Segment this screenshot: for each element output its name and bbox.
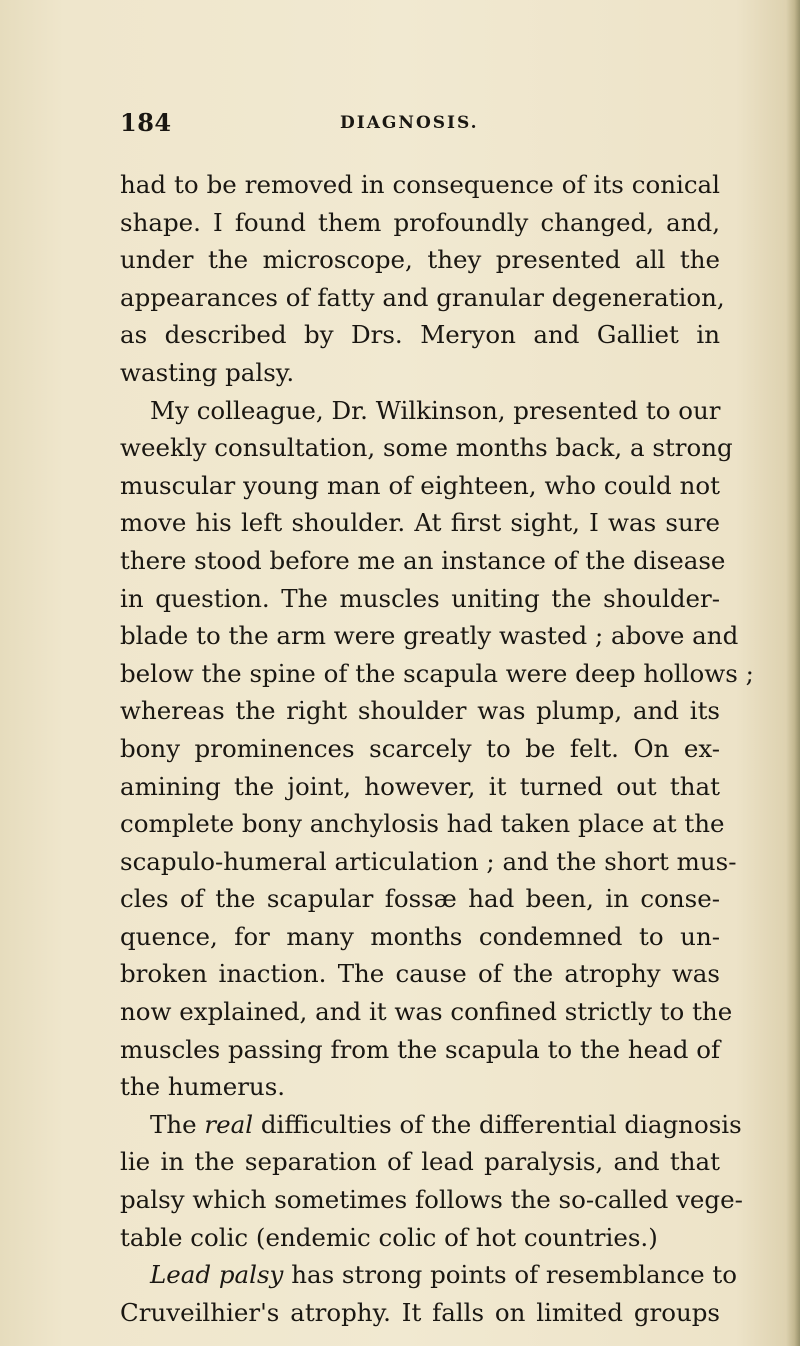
text-span: has strong points of resemblance to xyxy=(291,1260,737,1290)
text-line: in question. The muscles uniting the shoulder- xyxy=(120,583,720,613)
text-line: quence, for many months condemned to un- xyxy=(120,921,720,951)
text-line: had to be removed in consequence of its conical xyxy=(120,170,720,199)
text-line: move his left shoulder. At first sight, I was sure xyxy=(120,508,720,538)
running-head xyxy=(120,108,720,142)
body-text xyxy=(120,166,754,1331)
text-line: amining the joint, however, it turned out that xyxy=(120,771,720,801)
text-line: complete bony anchylosis had taken place at the xyxy=(120,809,725,839)
text-line: scapulo-humeral articulation ; and the short mus- xyxy=(120,846,737,876)
text-line: the humerus. xyxy=(120,1072,286,1102)
text-line: palsy which sometimes follows the so-called vege- xyxy=(120,1185,743,1215)
text-line: Cruveilhier's atrophy. It falls on limited groups xyxy=(120,1297,720,1327)
text-line: weekly consultation, some months back, a strong xyxy=(120,433,733,463)
text-line: under the microscope, they presented all the xyxy=(120,245,720,275)
text-line: lie in the separation of lead paralysis, and that xyxy=(120,1147,720,1177)
text-line: shape. I found them profoundly changed, and, xyxy=(120,207,720,237)
text-line: My colleague, Dr. Wilkinson, presented to our xyxy=(150,395,721,425)
text-line: there stood before me an instance of the disease xyxy=(120,545,726,575)
text-line: cles of the scapular fossæ had been, in conse- xyxy=(120,884,720,914)
text-line: as described by Drs. Meryon and Galliet in xyxy=(120,320,720,350)
text-span: difficulties of the differential diagnosis xyxy=(260,1109,742,1139)
text-line: whereas the right shoulder was plump, and its xyxy=(120,696,720,726)
text-line: wasting palsy. xyxy=(120,357,295,387)
italic-span: real xyxy=(204,1109,254,1139)
text-line: blade to the arm were greatly wasted ; above and xyxy=(120,621,739,651)
text-line: below the spine of the scapula were deep hollows ; xyxy=(120,658,754,688)
page-number: 184 xyxy=(120,108,172,137)
italic-span: Lead palsy xyxy=(150,1260,284,1290)
text-line: muscular young man of eighteen, who could not xyxy=(120,470,720,500)
text-line: now explained, and it was confined strictly to the xyxy=(120,997,733,1027)
text-line: broken inaction. The cause of the atrophy was xyxy=(120,959,720,989)
text-line: bony prominences scarcely to be felt. On ex- xyxy=(120,733,720,763)
text-line: table colic (endemic colic of hot countries.) xyxy=(120,1222,658,1252)
text-line: appearances of fatty and granular degeneration, xyxy=(120,282,725,312)
text-span: The xyxy=(150,1109,197,1139)
page-edge-shadow xyxy=(786,0,800,1346)
text-line xyxy=(120,1256,737,1294)
text-line xyxy=(120,1106,742,1144)
text-line: muscles passing from the scapula to the head of xyxy=(120,1034,721,1064)
running-title: DIAGNOSIS. xyxy=(340,113,479,133)
